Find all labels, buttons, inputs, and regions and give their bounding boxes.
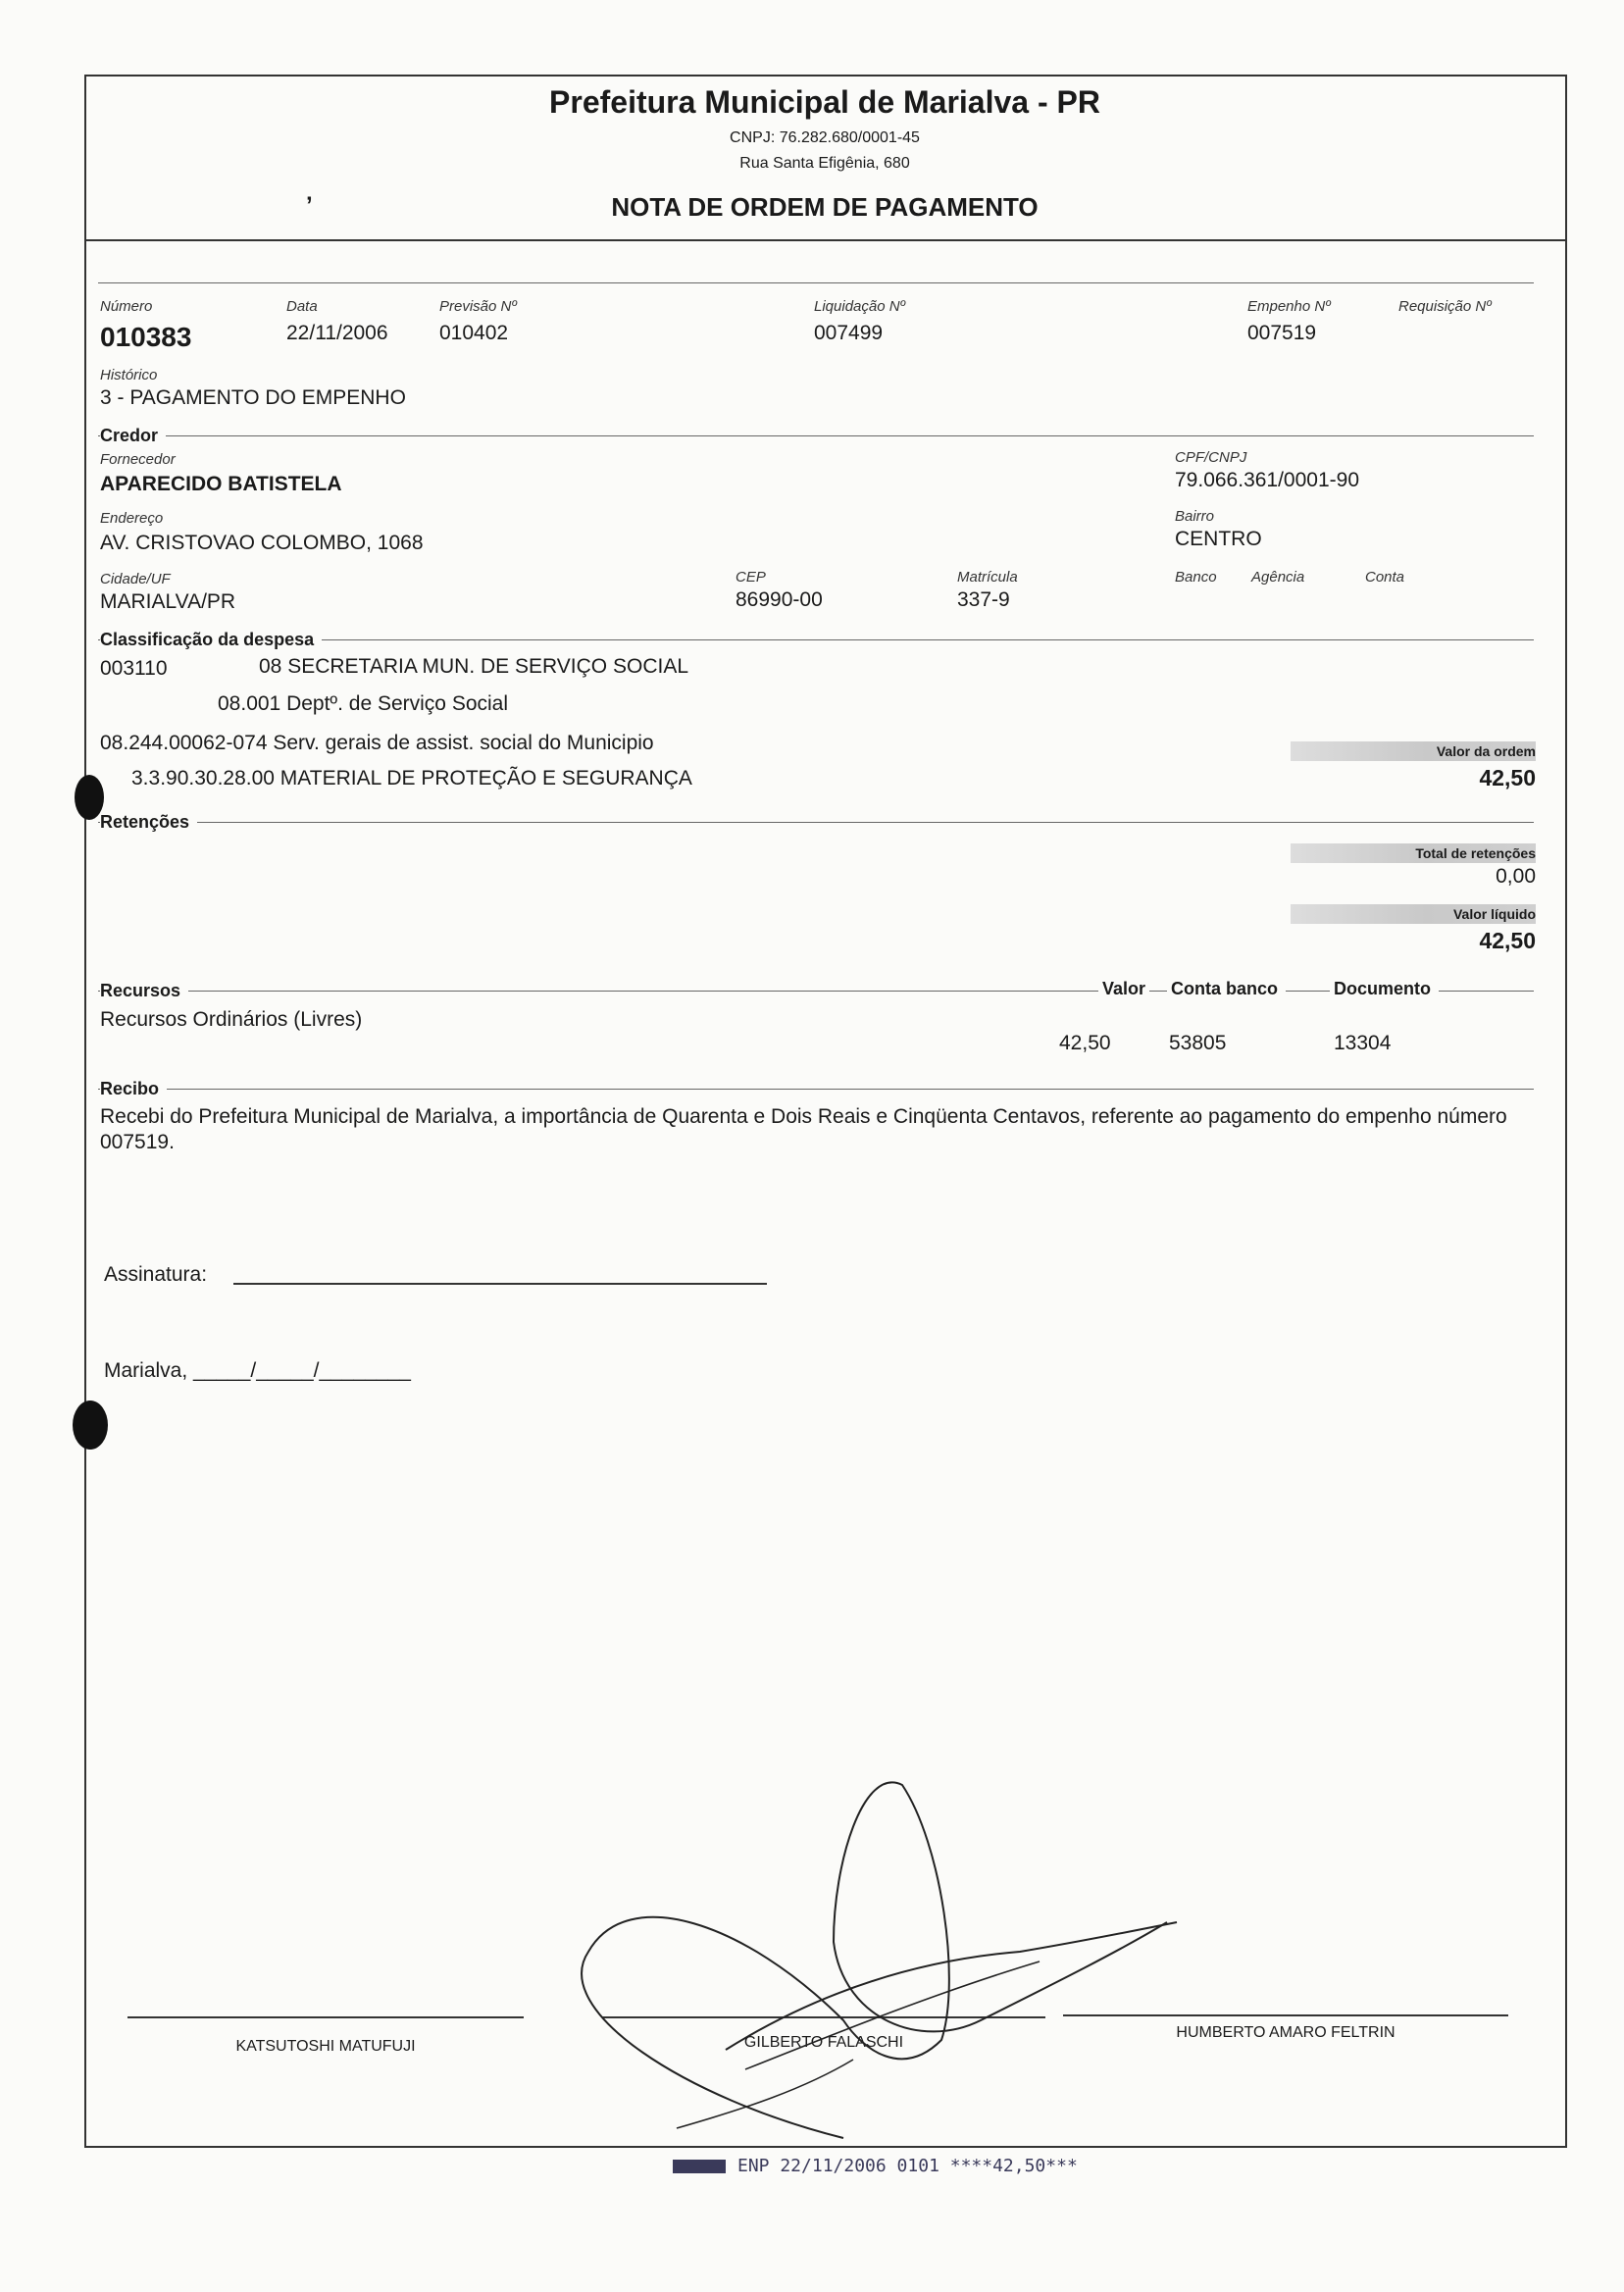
classificacao-unit: 08.001 Deptº. de Serviço Social [218,692,509,715]
banco-label: Banco [1175,569,1217,586]
header-address: Rua Santa Efigênia, 680 [739,155,910,172]
header-mark: ’ [306,192,313,219]
cep-value: 86990-00 [736,588,823,611]
document-title: NOTA DE ORDEM DE PAGAMENTO [611,192,1039,222]
header-cnpj: CNPJ: 76.282.680/0001-45 [730,129,920,146]
previsao-value: 010402 [439,322,509,344]
recursos-section: Recursos [100,981,188,1001]
empenho-value: 007519 [1247,322,1317,344]
recibo-text: Recebi do Prefeitura Municipal de Marialva, a importância de Quarenta e Dois Reais e Cinqüenta Centavos, referente ao pagamento do empenho número 007519. [100,1105,1507,1153]
assinatura-label: Assinatura: [104,1263,208,1286]
recibo-section: Recibo [100,1079,167,1099]
numero-value: 010383 [100,322,192,352]
fornecedor-label: Fornecedor [100,451,176,468]
cpf-label: CPF/CNPJ [1175,449,1247,466]
valor-liquido-label: Valor líquido [1452,906,1536,922]
recursos-conta-banco: 53805 [1169,1032,1227,1054]
signatory-right: HUMBERTO AMARO FELTRIN [1176,2024,1396,2041]
stamp-text: ENP 22/11/2006 0101 ****42,50*** [737,2156,1078,2176]
historico-label: Histórico [100,367,158,383]
classificacao-code: 003110 [100,657,168,680]
total-retencoes-value: 0,00 [1496,865,1536,888]
endereco-label: Endereço [100,510,164,527]
stamp-logo-icon [673,2160,726,2173]
valor-ordem-label: Valor da ordem [1436,743,1536,759]
classificacao-section: Classificação da despesa [100,630,322,650]
local-date: Marialva, _____/_____/________ [104,1359,411,1382]
historico-value: 3 - PAGAMENTO DO EMPENHO [100,386,406,409]
cpf-value: 79.066.361/0001-90 [1175,469,1360,491]
empenho-label: Empenho Nº [1247,298,1331,315]
bairro-value: CENTRO [1175,528,1262,550]
endereco-value: AV. CRISTOVAO COLOMBO, 1068 [100,532,424,554]
liquidacao-label: Liquidação Nº [814,298,906,315]
signatory-left: KATSUTOSHI MATUFUJI [235,2038,416,2055]
cidade-label: Cidade/UF [100,571,171,587]
fornecedor-value: APARECIDO BATISTELA [100,473,342,495]
header-title: Prefeitura Municipal de Marialva - PR [549,84,1100,120]
valor-ordem-value: 42,50 [1479,765,1536,790]
data-label: Data [286,298,318,315]
punch-hole-top [75,775,104,820]
classificacao-org: 08 SECRETARIA MUN. DE SERVIÇO SOCIAL [259,655,689,678]
bairro-label: Bairro [1175,508,1215,525]
cidade-value: MARIALVA/PR [100,590,236,613]
recursos-valor-label: Valor [1098,979,1149,999]
valor-liquido-value: 42,50 [1479,928,1536,953]
previsao-label: Previsão Nº [439,298,517,315]
retencoes-section: Retenções [100,812,197,833]
recursos-valor: 42,50 [1059,1032,1111,1054]
total-retencoes-label: Total de retenções [1415,845,1536,861]
conta-label: Conta [1365,569,1405,586]
signatory-center: GILBERTO FALASCHI [743,2034,904,2051]
requisicao-label: Requisição Nº [1398,298,1492,315]
recursos-conta-label: Conta banco [1167,979,1286,999]
numero-label: Número [100,298,153,315]
classificacao-program: 08.244.00062-074 Serv. gerais de assist. social do Municipio [100,732,654,754]
matricula-label: Matrícula [957,569,1018,586]
data-value: 22/11/2006 [286,322,388,344]
recursos-fonte: Recursos Ordinários (Livres) [100,1008,363,1031]
liquidacao-value: 007499 [814,322,884,344]
punch-hole-bottom [73,1401,108,1450]
classificacao-element: 3.3.90.30.28.00 MATERIAL DE PROTEÇÃO E SEGURANÇA [131,767,692,789]
agencia-label: Agência [1251,569,1305,586]
credor-section: Credor [100,426,166,446]
matricula-value: 337-9 [957,588,1010,611]
recursos-documento: 13304 [1334,1032,1392,1054]
cep-label: CEP [736,569,766,586]
recursos-documento-label: Documento [1330,979,1439,999]
footer-stamp [673,2156,1078,2176]
